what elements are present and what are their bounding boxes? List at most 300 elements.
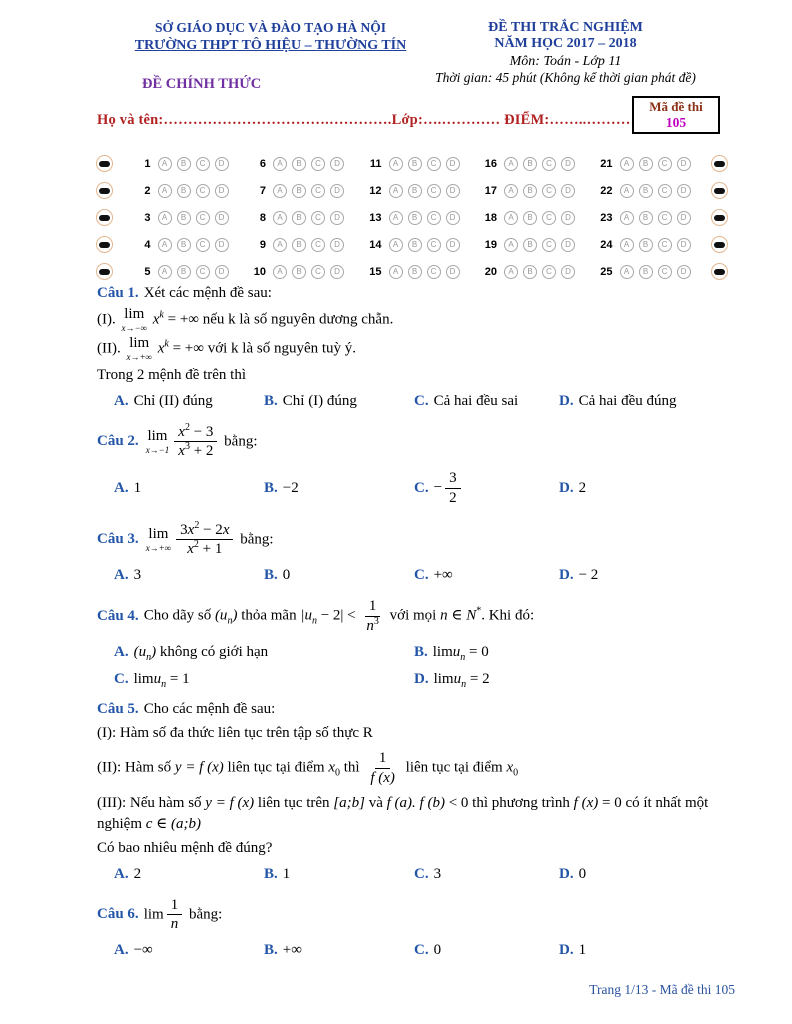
bubble-q12-A[interactable]: A [389,184,403,198]
dash-glyph [99,188,110,194]
option-letter: B. [414,643,428,660]
limit-subscript: x→−1 [145,444,170,455]
bubble-q1-C[interactable]: C [196,157,210,171]
text-run: + 1 [198,541,223,558]
bubble-q23-B[interactable]: B [639,211,653,225]
fraction-denominator [183,540,226,559]
bubble-q17-B[interactable]: B [523,184,537,198]
question-number: 19 [484,238,497,251]
question-label: Câu 4. [97,607,139,624]
bubble-q11-B[interactable]: B [408,157,422,171]
bubble-q2-D[interactable]: D [215,184,229,198]
superscript: 2 [193,539,199,551]
math-run: n [366,617,374,634]
question-4 [97,595,739,690]
bubble-q14-A[interactable]: A [389,238,403,252]
dash-glyph [714,269,725,275]
bubble-q13-A[interactable]: A [389,211,403,225]
bubble-q19-D[interactable]: D [561,238,575,252]
bubble-q18-A[interactable]: A [504,211,518,225]
question-number: 20 [484,265,497,278]
bubble-q12-C[interactable]: C [427,184,441,198]
question-line [97,336,739,362]
text-run: 0 [578,865,587,882]
question-number: 24 [600,238,613,251]
bubble-q8-C[interactable]: C [311,211,325,225]
text-run: − [433,479,443,496]
text-run: (II): Hàm số [97,759,175,776]
option-D [559,565,739,586]
bubble-q7-A[interactable]: A [273,184,287,198]
bubble-q8-A[interactable]: A [273,211,287,225]
bubble-q17-D[interactable]: D [561,184,575,198]
question-number: 23 [600,211,613,224]
dash-glyph [714,188,725,194]
bubble-q11-D[interactable]: D [446,157,460,171]
text-run: liên tục tại điểm [223,759,329,776]
question-bubble-group [365,157,460,171]
bubble-q20-C[interactable]: C [542,265,556,279]
option-letter: D. [559,567,574,584]
bubble-q1-B[interactable]: B [177,157,191,171]
fraction-denominator [167,915,183,934]
question-number: 4 [144,238,151,251]
fraction [176,521,233,560]
option-A [114,642,414,663]
bubble-q1-A[interactable]: A [158,157,172,171]
bubble-q23-C[interactable]: C [658,211,672,225]
question-number: 3 [144,211,151,224]
row-alignment-dash-icon [711,236,728,253]
option-letter: B. [264,392,278,409]
bubble-q20-A[interactable]: A [504,265,518,279]
dash-glyph [99,161,110,167]
question-bubble-group [365,265,460,279]
math-run: N [466,607,477,624]
options-row [97,642,739,690]
math-run: f (x) [573,794,599,811]
text-run: − 3 [189,423,214,440]
option-letter: C. [414,392,429,409]
bubble-q16-A[interactable]: A [504,157,518,171]
text-run: 3 [433,865,442,882]
text-run: bằng: [236,531,274,548]
question-line [97,838,739,859]
question-2 [97,421,739,510]
question-bubble-group [365,211,460,225]
bubble-q3-B[interactable]: B [177,211,191,225]
row-alignment-dash-icon [96,263,113,280]
option-D [414,669,739,690]
dash-glyph [99,242,110,248]
header-right-block [398,20,733,86]
bubble-q21-B[interactable]: B [639,157,653,171]
bubble-q22-D[interactable]: D [677,184,691,198]
bubble-q3-D[interactable]: D [215,211,229,225]
option-C [414,467,559,510]
fraction-denominator [445,489,461,508]
bubble-q14-B[interactable]: B [408,238,422,252]
bubble-q8-B[interactable]: B [292,211,306,225]
bubble-q13-B[interactable]: B [408,211,422,225]
row-alignment-dash-icon [711,182,728,199]
bubble-q25-C[interactable]: C [658,265,672,279]
text-run: Trong 2 mệnh đề trên thì [97,367,247,384]
dash-glyph [714,215,725,221]
bubble-q10-B[interactable]: B [292,265,306,279]
text-run: − 2 [199,521,223,538]
fraction [174,423,217,462]
math-run: [a;b] [333,794,365,811]
question-number: 7 [259,184,266,197]
bubble-q20-D[interactable]: D [561,265,575,279]
text-run: 1 [170,896,179,913]
bubble-q2-A[interactable]: A [158,184,172,198]
option-D [559,478,739,499]
option-letter: A. [114,643,129,660]
bubble-q25-A[interactable]: A [620,265,634,279]
bubble-q3-C[interactable]: C [196,211,210,225]
options-row [97,391,739,412]
question-number: 22 [600,184,613,197]
math-run: x [187,541,194,558]
bubble-q5-D[interactable]: D [215,265,229,279]
option-letter: D. [559,479,574,496]
bubble-q16-C[interactable]: C [542,157,556,171]
fraction-denominator [366,769,399,788]
text-run: và [364,794,387,811]
superscript: k [159,309,164,321]
fraction [366,749,399,788]
bubble-q7-B[interactable]: B [292,184,306,198]
question-1 [97,283,739,412]
row-alignment-dash-icon [711,263,728,280]
text-run: (I). [97,311,120,328]
bubble-q11-C[interactable]: C [427,157,441,171]
questions-section [97,283,739,970]
option-C [414,565,559,586]
official-exam-label: ĐỀ CHÍNH THỨC [142,76,262,92]
fraction [445,469,461,508]
subject-line: Môn: Toán - Lớp 11 [509,54,622,69]
math-run: x [148,311,160,328]
bubble-q15-D[interactable]: D [446,265,460,279]
question-label: Câu 6. [97,906,139,923]
bubble-q21-C[interactable]: C [658,157,672,171]
exam-code-value: 105 [665,114,687,130]
bubble-q19-B[interactable]: B [523,238,537,252]
option-letter: A. [114,392,129,409]
bubble-q10-D[interactable]: D [330,265,344,279]
limit-word: lim [143,906,164,923]
text-run: 0 [433,942,442,959]
dash-glyph [99,269,110,275]
math-run: (u [133,643,147,660]
question-bubble-group [596,211,691,225]
bubble-q19-C[interactable]: C [542,238,556,252]
bubble-q4-D[interactable]: D [215,238,229,252]
school-name: TRƯỜNG THPT TÔ HIỆU – THƯỜNG TÍN [134,38,407,53]
question-number: 25 [600,265,613,278]
question-number: 18 [484,211,497,224]
bubble-q13-D[interactable]: D [446,211,460,225]
bubble-q5-A[interactable]: A [158,265,172,279]
math-run: u [153,670,162,687]
option-letter: A. [114,567,129,584]
math-run: (u [214,607,228,624]
question-number: 6 [259,157,266,170]
question-bubble-group [480,211,575,225]
bubble-q22-C[interactable]: C [658,184,672,198]
bubble-q2-B[interactable]: B [177,184,191,198]
question-3 [97,519,739,587]
question-bubble-group [480,265,575,279]
dash-glyph [714,161,725,167]
question-5 [97,699,739,885]
text-run: liên tục trên [254,794,334,811]
option-letter: C. [414,942,429,959]
bubble-q14-C[interactable]: C [427,238,441,252]
question-number: 2 [144,184,151,197]
subscript: n [227,615,233,627]
question-heading [97,595,739,638]
bubble-q14-D[interactable]: D [446,238,460,252]
answer-sheet-row [96,150,728,177]
subscript: n [146,651,152,663]
question-bubble-group [480,184,575,198]
text-run: = +∞ nếu k là số nguyên dương chẵn. [163,311,394,328]
question-bubble-group [134,265,229,279]
answer-sheet-row [96,231,728,258]
math-run: f (x) [370,769,395,786]
bubble-q25-D[interactable]: D [677,265,691,279]
bubble-q16-D[interactable]: D [561,157,575,171]
text-run: không có giới hạn [156,643,269,660]
bubble-q22-B[interactable]: B [639,184,653,198]
option-letter: D. [414,670,429,687]
bubble-q6-C[interactable]: C [311,157,325,171]
text-run: thì [340,759,364,776]
bubble-q4-A[interactable]: A [158,238,172,252]
math-run: ) [232,607,238,624]
question-heading [97,894,739,937]
bubble-q9-D[interactable]: D [330,238,344,252]
fraction-denominator [174,442,217,461]
bubble-q21-A[interactable]: A [620,157,634,171]
text-run: 1 [368,598,377,615]
question-bubble-group [134,184,229,198]
bubble-q3-A[interactable]: A [158,211,172,225]
text-run: lim [133,670,154,687]
limit-expression [146,429,170,455]
page-footer: Trang 1/13 - Mã đề thi 105 [589,982,735,997]
bubble-q5-B[interactable]: B [177,265,191,279]
text-run: (II). [97,340,125,357]
text-run: −2 [282,479,299,496]
text-run: 3 [133,567,142,584]
text-run: liên tục tại điểm [401,759,507,776]
text-run: −∞ [133,942,153,959]
bubble-q10-A[interactable]: A [273,265,287,279]
department-name: SỞ GIÁO DỤC VÀ ĐÀO TẠO HÀ NỘI [155,20,386,35]
limit-expression [122,307,147,333]
bubble-q6-A[interactable]: A [273,157,287,171]
bubble-q24-C[interactable]: C [658,238,672,252]
text-run: < 0 thì phương trình [444,794,574,811]
answer-sheet-row [96,258,728,285]
bubble-q9-B[interactable]: B [292,238,306,252]
option-letter: C. [414,567,429,584]
bubble-q15-B[interactable]: B [408,265,422,279]
bubble-q7-D[interactable]: D [330,184,344,198]
bubble-q19-A[interactable]: A [504,238,518,252]
text-run: = +∞ với k là số nguyên tuỳ ý. [168,340,357,357]
bubble-q18-D[interactable]: D [561,211,575,225]
student-info-line: Họ và tên:…………………………….………….Lớp:….………… ĐIỂM:……..……… [97,112,631,128]
school-year: NĂM HỌC 2017 – 2018 [494,36,637,51]
option-A [114,940,264,961]
question-number: 16 [484,157,497,170]
math-run: x [178,423,185,440]
options-row [97,467,739,510]
superscript: 2 [194,519,200,531]
option-A [114,478,264,499]
question-bubble-group [249,211,344,225]
dash-glyph [99,215,110,221]
option-letter: B. [264,942,278,959]
math-run: y = f (x) [174,759,224,776]
text-run: − 2 [578,567,599,584]
bubble-q11-A[interactable]: A [389,157,403,171]
option-C [114,669,414,690]
bubble-q6-D[interactable]: D [330,157,344,171]
text-run: 2 [449,489,457,506]
question-bubble-group [249,157,344,171]
bubble-q4-C[interactable]: C [196,238,210,252]
question-number: 12 [369,184,382,197]
bubble-q7-C[interactable]: C [311,184,325,198]
option-D [559,391,739,412]
text-run: 3 [449,470,457,487]
bubble-q4-B[interactable]: B [177,238,191,252]
question-label: Câu 1. [97,285,139,301]
option-letter: A. [114,942,129,959]
bubble-q2-C[interactable]: C [196,184,210,198]
bubble-q25-B[interactable]: B [639,265,653,279]
math-run: c [145,815,153,832]
subscript: n [161,678,167,690]
bubble-q23-A[interactable]: A [620,211,634,225]
bubble-q24-A[interactable]: A [620,238,634,252]
bubble-q23-D[interactable]: D [677,211,691,225]
fraction-numerator [167,896,183,916]
question-number: 21 [600,157,613,170]
question-bubble-group [134,238,229,252]
question-number: 8 [259,211,266,224]
text-run: (III): Nếu hàm số [97,794,206,811]
bubble-q17-A[interactable]: A [504,184,518,198]
option-A [114,565,264,586]
option-C [414,864,559,885]
bubble-q6-B[interactable]: B [292,157,306,171]
bubble-q5-C[interactable]: C [196,265,210,279]
question-bubble-group [249,238,344,252]
bubble-q10-C[interactable]: C [311,265,325,279]
fraction-numerator [445,469,461,489]
bubble-q18-B[interactable]: B [523,211,537,225]
bubble-q12-D[interactable]: D [446,184,460,198]
bubble-q9-A[interactable]: A [273,238,287,252]
text-run: Có bao nhiêu mệnh đề đúng? [97,840,273,857]
question-number: 14 [369,238,382,251]
exam-code-box [632,96,720,134]
bubble-q22-A[interactable]: A [620,184,634,198]
bubble-q24-B[interactable]: B [639,238,653,252]
text-run: 2 [578,479,587,496]
limit-subscript: x→+∞ [126,352,152,363]
subscript: 0 [513,767,519,779]
dash-glyph [714,242,725,248]
math-run: x [506,759,514,776]
text-run: + 2 [189,443,214,460]
question-number: 17 [484,184,497,197]
bubble-q18-C[interactable]: C [542,211,556,225]
bubble-q21-D[interactable]: D [677,157,691,171]
bubble-q8-D[interactable]: D [330,211,344,225]
question-heading [97,519,739,562]
question-bubble-group [249,184,344,198]
text-run: − 2| < [316,607,360,624]
question-number: 13 [369,211,382,224]
text-run: bằng: [220,433,258,450]
text-run: Cả hai đều đúng [578,392,677,409]
question-line [97,365,739,386]
bubble-q15-C[interactable]: C [427,265,441,279]
bubble-q16-B[interactable]: B [523,157,537,171]
option-letter: C. [414,479,429,496]
options-row [97,940,739,961]
option-A [114,864,264,885]
fraction [362,597,383,636]
math-run: x [153,340,165,357]
question-number: 10 [253,265,266,278]
superscript: k [164,338,169,350]
bubble-q15-A[interactable]: A [389,265,403,279]
duration-line: Thời gian: 45 phút (Không kể thời gian phát đề) [435,70,696,85]
bubble-q20-B[interactable]: B [523,265,537,279]
row-alignment-dash-icon [96,236,113,253]
bubble-q1-D[interactable]: D [215,157,229,171]
row-alignment-dash-icon [711,209,728,226]
question-heading [97,283,739,304]
bubble-q9-C[interactable]: C [311,238,325,252]
bubble-q24-D[interactable]: D [677,238,691,252]
bubble-q17-C[interactable]: C [542,184,556,198]
bubble-q12-B[interactable]: B [408,184,422,198]
fraction [167,896,183,935]
option-C [414,940,559,961]
text-run: thỏa mãn [237,607,301,624]
text-run: Chỉ (I) đúng [282,392,357,409]
question-number: 1 [144,157,151,170]
option-letter: B. [264,479,278,496]
text-run: = 0 [465,643,489,660]
option-letter: D. [559,942,574,959]
subscript: n [460,651,466,663]
math-run: x [178,443,185,460]
bubble-q13-C[interactable]: C [427,211,441,225]
text-run: (I): Hàm số đa thức liên tục trên tập số thực R [97,724,373,741]
